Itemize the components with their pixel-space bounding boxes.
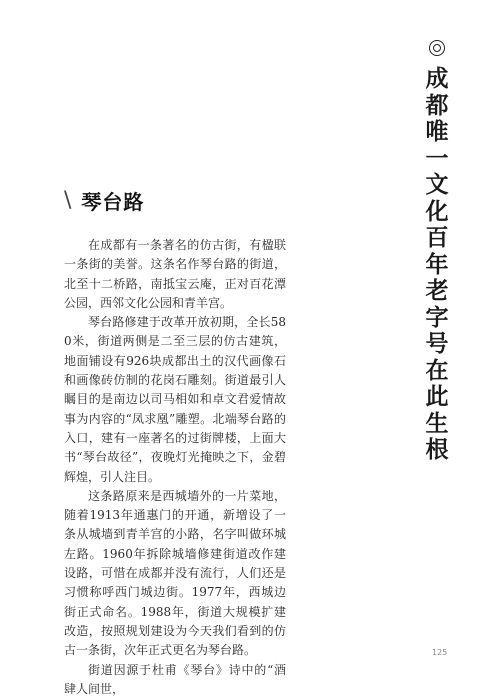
body-text [64, 236, 286, 699]
paragraph-1: 在成都有一条著名的仿古街，有楹联一条街的美誉。这条名作琴台路的街道，北至十二桥路，南抵宝云庵，正对百花潭公园，西邻文化公园和青羊宫。 [64, 238, 286, 310]
heading-slash-mark: \ [64, 188, 72, 213]
vertical-title-char: 年 [425, 251, 449, 278]
vertical-title-char: 文 [425, 172, 449, 198]
paragraph-2: 琴台路修建于改革开放初期，全长580米，街道两侧是二至三层的仿古建筑，地面铺设有926块成都出土的汉代画像石和画像砖仿制的花岗石雕刻。街道最引人瞩目的是南边以司马相如和卓文君爱情故事为内容的“凤求凰”雕塑。北端琴台路的入口，建有一座著名的过街牌楼，上面大书“琴台故径”，夜晚灯光掩映之下，金碧辉煌，引人注目。 [64, 315, 286, 484]
vertical-chapter-title [422, 40, 452, 464]
paragraph-3: 这条路原来是西城墙外的一片菜地，随着1913年通惠门的开通，新增设了一条从城墙到青羊宫的小路，名字叫做环城左路。1960年拆除城墙修建街道改作建设路，可惜在成都并没有流行，人们还是习惯称呼西门城边街。1977年，西城边街正式命名。1988年，街道大规模扩建改造，按照规划建设为今天我们看到的仿古一条街，次年正式更名为琴台路。 [64, 488, 286, 658]
vertical-title-char: 都 [425, 92, 449, 119]
section-title: 琴台路 [81, 190, 145, 214]
vertical-title-char: 生 [425, 410, 449, 437]
vertical-title-char: 一 [425, 145, 449, 172]
vertical-title-char: 字 [425, 304, 449, 331]
vertical-title-char: 成 [425, 66, 449, 92]
vertical-title-char: 老 [425, 278, 449, 304]
vertical-title-char: 在 [425, 357, 449, 384]
vertical-title-char: 此 [425, 384, 449, 410]
vertical-title-char: 化 [425, 198, 449, 225]
page-number: 125 [432, 648, 448, 657]
circle-marker-icon [429, 40, 445, 56]
section-heading [64, 186, 144, 215]
vertical-title-char: 百 [425, 225, 449, 251]
vertical-title-char: 根 [425, 437, 449, 463]
paragraph-4: 街道因源于杜甫《琴台》诗中的“酒肆人间世， [64, 662, 286, 696]
vertical-title-char: 唯 [425, 119, 449, 145]
vertical-title-text [426, 66, 449, 464]
vertical-title-char: 号 [425, 331, 449, 357]
